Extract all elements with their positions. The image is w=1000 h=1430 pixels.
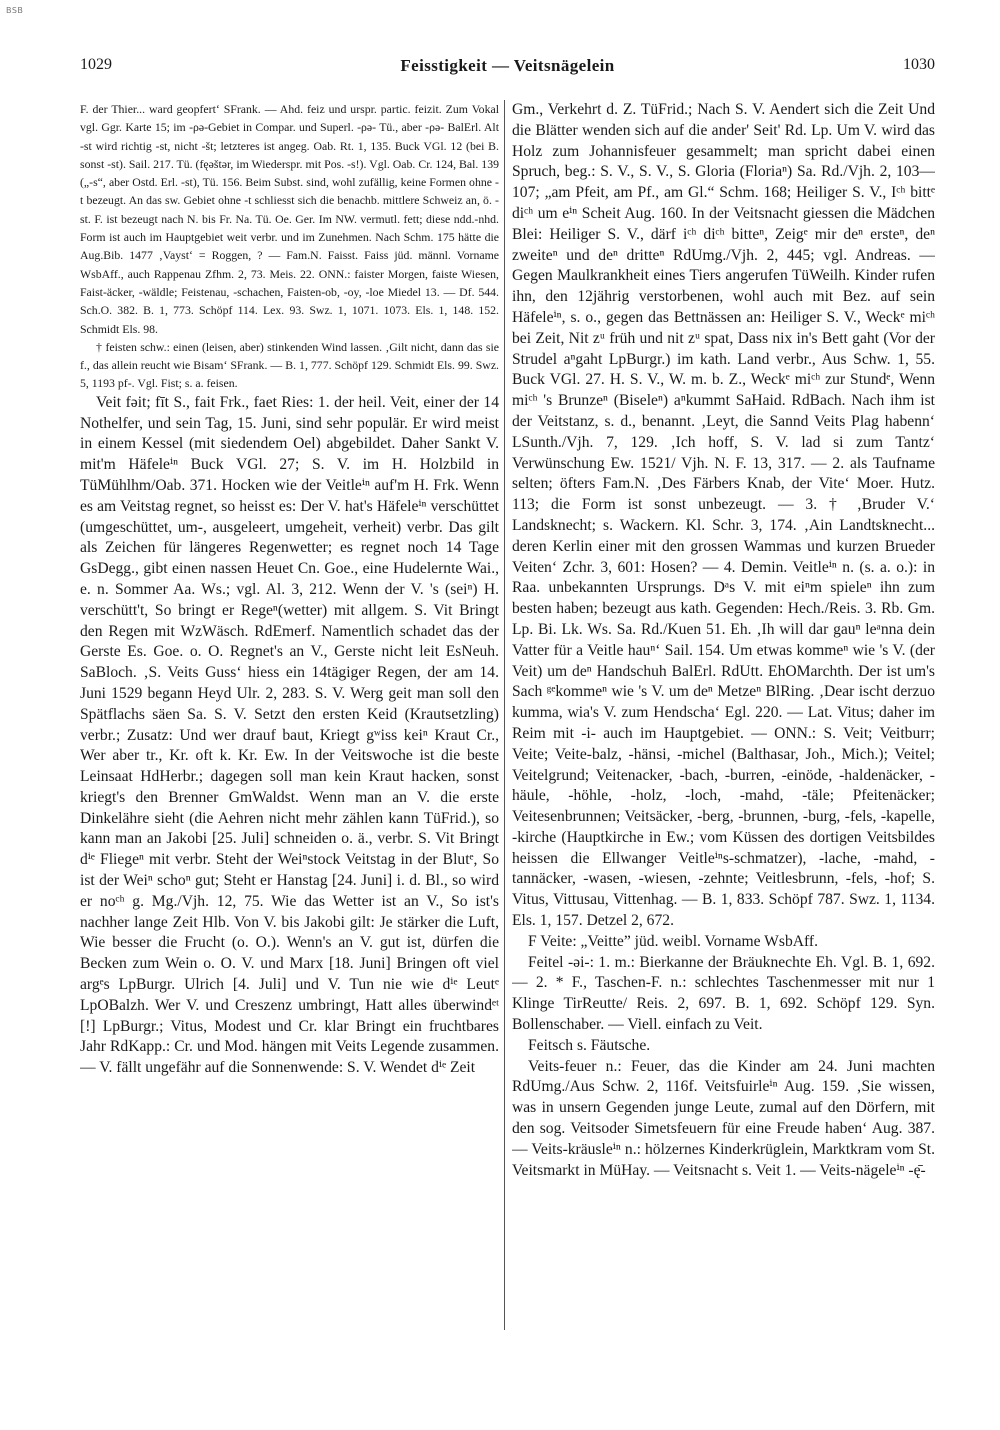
library-stamp: BSB xyxy=(6,6,24,15)
entry-feitel: Feitel -əi-: 1. m.: Bierkanne der Bräuknechte Eh. Vgl. B. 1, 692. — 2. * F., Taschen-F. n.: schlechtes Taschenmesser mit nur 1 Klinge TirReutte/ Reis. 2, 697. B. 1, 692. Schöpf 129. Syn. Bollenschaber. — Viell. einfach zu Veit. xyxy=(512,953,935,1034)
column-divider xyxy=(504,100,505,1330)
page-header xyxy=(80,56,935,80)
entry-feisten: † feisten schw.: einen (leisen, aber) stinkenden Wind lassen. ‚Gilt nicht, dann das sie f., das allein reucht wie Bisam‘ SFrank. — B. 1, 777. Schöpf 129. Schmidt Els. 99. Swz. 5, 1193 pf-. Vgl. Fist; s. a. feisen. xyxy=(80,339,499,391)
page-number-right: 1030 xyxy=(903,56,935,73)
page-number-left: 1029 xyxy=(80,56,112,73)
entry-veite: F Veite: „Veitteˮ jüd. weibl. Vorname WsbAff. xyxy=(528,932,819,950)
left-column xyxy=(80,100,499,1330)
entry-feisst-etymology: F. der Thier... ward geopfert‘ SFrank. — Ahd. feiz und urspr. partic. feizit. Zum Vokal vgl. Ggr. Karte 15; im -ρə-Gebiet in Compar. und Superl. -ρə- Tü., aber -ρə- BalErl. Alt -st wird richtig -st, nicht -št; letzteres ist angeg. Oab. Rt. 1, 135. Buck VGl. 12 (bei B. sonst -st). Sail. 217. Tü. (fęəštər, im Wiederspr. mit Pos. -s!). Vgl. Oab. Cr. 124, Bal. 139 („-s“, aber Ostd. Erl. -st), Tü. 156. Beim Subst. sind, wohl zufällig, keine Formen ohne -t bezeugt. An das sw. Gebiet ohne -t schliesst sich die benachb. mittlere Schweiz an, ö. -st. F. ist bezeugt nach N. bis Fr. Na. Tü. Oe. Ger. Im NW. vermutl. fett; diese ndd.-nhd. Form ist auch im Hauptgebiet weit verbr. und im Zunehmen. Nach Schm. 175 hätte die Aug.Bib. 1477 ‚Vayst‘ = Roggen, ? — Fam.N. Faisst. Faiss jüd. männl. Vorname WsbAff., auch Rappenau Zfhm. 2, 73. Meis. 22. ONN.: faister Morgen, faiste Wiesen, Faist-äcker, -wäldle; Feistenau, -schachen, Faisten-ob, -oy, -loe Miedel 13. — Df. 544. Sch.O. 382. B. 1, 773. Schöpf 114. Lex. 93. Swz. 1, 1071. 1073. Els. 1, 148. 152. Schmidt Els. 98. xyxy=(80,102,499,336)
right-column xyxy=(512,100,935,1330)
entry-veit-continued: Gm., Verkehrt d. Z. TüFrid.; Nach S. V. Aendert sich die Zeit Und die Blätter wenden sich auf die ander' Seit' Rd. Lp. Um V. wird das Holz zum Johannisfeuer gesammelt; man spricht dabei einen Spruch, beg.: S. V., S. V., S. Gloria (Floriaⁿ) Sa. Rd./Vjh. 2, 103—107; „am Pfeit, am Pf., am Gl.“ Schm. 168; Heiliger S. V., Iᶜʰ bittᵉ diᶜʰ um eⁱⁿ Scheit Aug. 160. In der Veitsnacht giessen die Mädchen Blei: Heiliger S. V., därf iᶜʰ diᶜʰ bitteⁿ, Zeigᵉ mir deⁿ ersteⁿ, deⁿ zweiteⁿ und deⁿ dritteⁿ RdUmg./Vjh. 2, 445; vgl. Andreas. — Gegen Maulkrankheit eines Tiers angerufen TüWeilh. Kinder rufen ihn, den 12jährig verstorbenen, wohl auch mit Bez. auf sein Häfeleⁱⁿ, s. o., gegen das Bettnässen an: Heiliger S. V., Weckᵉ miᶜʰ bei Zeit, Nit zᵘ früh und nit zᵘ spat, Dass nix in's Bett gaht (Vor der Strudel aⁿgaht LpBurgr.) im kath. Land verbr., Aus Schw. 1, 55. Buck VGl. 27. H. S. V., W. m. b. Z., Weckᵉ miᶜʰ zur Stundᵉ, Wenn miᶜʰ 's Brunzeⁿ (Biseleⁿ) aⁿkummt SaHaid. RdBach. Nach ihm ist der Veitstanz, s. d., benannt. ‚Leyt, die Sannd Veits Plag habenn‘ LSunth./Vjh. 7, 129. ‚Ich hoff, S. V. lad si zum Tantz‘ Verwünschung Ew. 1521/ Vjh. N. F. 13, 317. — 2. als Taufname selten; öfters Fam.N. ‚Des Färbers Knab, der Vite‘ Moer. Hutz. 113; die Form ist sonst unbezeugt. — 3. † ‚Bruder V.‘ Landsknecht; s. Wackern. Kl. Schr. 3, 174. ‚Ain Landtsknecht... deren Kerlin einer mit den grossen Wammas und kurzen Brueder Veiten‘ Zchr. 3, 601: Hosen? — 4. Demin. Veitleⁱⁿ n. (s. a. o.): in Raa. unbekannten Ursprungs. Dᵃs V. mit eiⁿm spieleⁿ ihn zum besten haben; bezeugt aus kath. Gegenden: Hech./Reis. 3. Rb. Gm. Lp. Bi. Lk. Ws. Sa. Rd./Kuen 51. Eh. ‚Ih will dar gauⁿ leᵃnna dein Vatter für a Veitle hauⁿ‘ Sail. 154. Um etwas kommeⁿ wie 's V. (der Veit) um deⁿ Handschuh BalErl. RdUtt. EhOMarchth. Der ist um's Sach ᵍᵉkommeⁿ wie 's V. um deⁿ Metzeⁿ BlRing. ‚Dear ischt derzuo kumma, wia's V. zum Hendscha‘ Egl. 220. — Lat. Vitus; daher im Reim mit -i- auch im Hauptgebiet. — ONN.: S. Veit; Veitburr; Veite; Veite-balz, -hänsi, -michel (Balthasar, Joh., Mich.); Veitel; Veitelgrund; Veitenacker, -bach, -burren, -einöde, -haldenäcker, -häule, -höhle, -holz, -loch, -mahd, -täle; Pfeitenäcker; Veitesenbrunnen; Veitsäcker, -berg, -brunnen, -burg, -fels, -kapelle, -kirche (Hauptkirche in Ew.; vom Küssen des dortigen Veitsbildes heissen die Ellwanger Veitleⁱⁿs-schmatzer), -lache, -mahd, -tannäcker, -wasen, -wiesen, -zehnte; Veitlesbrunn, -fels, -hof; S. Vitus, Vittusau, Vittenhag. — B. 1, 833. Schöpf 787. Swz. 1, 1134. Els. 1, 157. Detzel 2, 672. xyxy=(512,101,935,930)
entry-feitsch: Feitsch s. Fäutsche. xyxy=(528,1036,651,1054)
entry-veits-feuer: Veits-feuer n.: Feuer, das die Kinder am 24. Juni machten RdUmg./Aus Schw. 2, 116f. Veitsfuirleⁱⁿ Aug. 159. ‚Sie wissen, was in unsern Gegenden junge Leute, zumal auf den Dörfern, mit den sog. Veitsoder Simetsfeuern für eine Freude haben‘ Aug. 387. — Veits-kräusleⁱⁿ n.: hölzernes Kinderkrüglein, Marktkram vom St. Veitsmarkt in MüHay. — Veitsnacht s. Veit 1. — Veits-nägeleⁱⁿ -ę̄- xyxy=(512,1057,935,1179)
entry-veit: Veit fəit; fīt S., fait Frk., faet Ries: 1. der heil. Veit, einer der 14 Nothelfer, und sein Tag, 15. Juni, sind sehr populär. Er wird meist in einem Kessel (mit siedendem Oel) abgebildet. Daher Sankt V. mit'm Häfeleⁱⁿ Buck VGl. 27; S. V. im H. Holzbild in TüMühlhm/Oab. 371. Hocken wie der Veitleⁱⁿ auf'm H. Frk. Wenn es am Veitstag regnet, so heisst es: Der V. hat's Häfeleⁱⁿ verschüttet (umgeschüttet, um-, ausgeleert, umgeheit, verheit) verbr. Das gilt als Zeichen für längeres Regenwetter; es regnet noch 14 Tage GsDegg., gibt einen nassen Heuet Cn. Goe., eine Hudelernte Wai., e. n. Sommer Aa. Ws.; vgl. Al. 3, 212. Wenn der V. 's (seiⁿ) H. verschütt't, So bringt er Regeⁿ(wetter) mit allgem. S. Vit Bringt den Regen mit WzWäsch. RdEmerf. Namentlich schadet das der Gerste Es. Goe. o. O. Regnet's an V., Gerste nicht leit EsNeuh. SaBloch. ‚S. Veits Guss‘ hiess ein 14tägiger Regen, der am 14. Juni 1529 begann Heyd Ulr. 2, 283. S. V. Werg geit man soll den Spätflachs säen Sa. S. V. Setzt den ersten Keid (Krautsetzling) verbr.; Zusatz: Und wer drauf baut, Kriegt gʷiss keiⁿ Kraut Cr., Wer aber tr., Kr. oft k. Kr. Ew. In der Veitswoche ist die beste Leinsaat HdHerbr.; dagegen soll man kein Kraut hacken, sonst kriegt's den Brenner GmWaldst. Wenn man an V. die erste Dinkelähre sieht (die Aehren nicht mehr zählen kann TüFrid.), so kann man an Jakobi [25. Juli] schneiden o. ä., verbr. S. Vit Bringt dⁱᵉ Fliegeⁿ mit verbr. Steht der Weiⁿstock Veitstag in der Blutᵉ, So ist der Weiⁿ schoⁿ gut; Steht er Hanstag [24. Juni] i. d. Bl., so wird er noᶜʰ g. Mg./Vjh. 12, 75. Wie das Wetter ist an V., So ist's nachher lange Zeit Hlb. Von V. bis Jakobi gilt: Je stärker die Luft, Wie besser die Frucht (o. O.). Wenn's an V. gut ist, dürfen die Becken zum Wein o. O. V. und Marx [18. Juni] Bringen oft viel argᵉs LpBurgr. Ulrich [4. Juli] und V. Tun nie wie dⁱᵉ Leutᵉ LpOBalzh. Wer V. und Creszenz umbringt, Hatt alles überwindᵉᵗ [!] LpBurgr.; Vitus, Modest und Cr. klar Bringt ein fruchtbares Jahr RdKapp.: Cr. und Mod. hängen mit Veits Legende zusammen. — V. fällt ungefähr auf die Sonnenwende: S. V. Wendet dⁱᵉ Zeit xyxy=(80,393,499,1077)
running-title: Feisstigkeit — Veitsnägelein xyxy=(400,56,615,75)
